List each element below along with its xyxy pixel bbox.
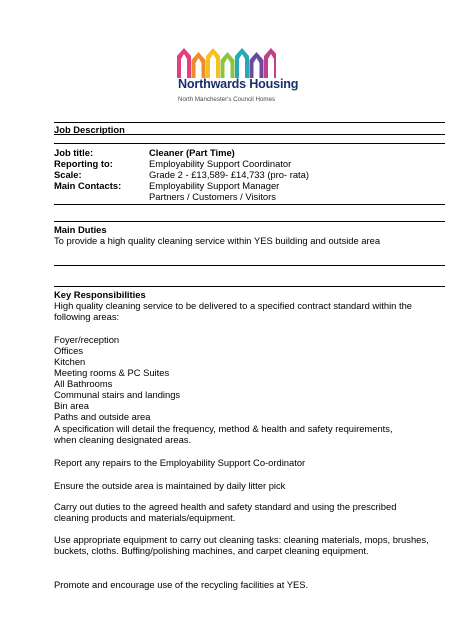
divider (54, 134, 445, 135)
logo-name: Northwards Housing (178, 77, 299, 91)
house-shape-icon (206, 48, 220, 78)
main-duties-heading: Main Duties (54, 224, 107, 235)
houses-logo-icon (176, 46, 276, 80)
area-item: Offices (54, 345, 84, 356)
responsibilities-intro: High quality cleaning service to be delivered to a specified contract standard within the following areas: (54, 300, 413, 322)
job-description-heading: Job Description (54, 124, 125, 135)
house-shape-icon (177, 48, 191, 78)
key-responsibilities-heading: Key Responsibilities (54, 289, 146, 300)
house-shape-icon (192, 52, 206, 78)
divider (54, 265, 445, 266)
logo-tagline: North Manchester's Council Homes (178, 96, 276, 103)
divider (54, 221, 445, 222)
area-item: All Bathrooms (54, 378, 113, 389)
divider (54, 143, 445, 144)
recycling-paragraph: Promote and encourage use of the recycling facilities at YES. (54, 579, 309, 590)
scale-label: Scale: (54, 169, 82, 180)
area-item: Paths and outside area (54, 411, 151, 422)
divider (54, 122, 445, 123)
area-item: Kitchen (54, 356, 86, 367)
divider (54, 286, 445, 287)
equipment-paragraph: Use appropriate equipment to carry out cleaning tasks: cleaning materials, mops, brushes, buckets, cloths. Buffing/polishing machines, and carpet cleaning equipment. (54, 534, 429, 556)
repairs-paragraph: Report any repairs to the Employability Support Co-ordinator (54, 457, 306, 468)
main-contacts-label: Main Contacts: (54, 180, 122, 191)
areas-list (54, 334, 442, 422)
house-shape-icon (235, 48, 249, 78)
logo (0, 46, 453, 110)
spec-paragraph: A specification will detail the frequency, method & health and safety requirements, when cleaning designated areas. (54, 423, 393, 445)
main-contacts-value: Partners / Customers / Visitors (149, 191, 276, 202)
scale-value: Grade 2 - £13,589- £14,733 (pro- rata) (149, 169, 309, 180)
duties-paragraph: Carry out duties to the agreed health and safety standard and using the prescribed cleaning products and materials/equipment. (54, 501, 397, 523)
area-item: Foyer/reception (54, 334, 120, 345)
main-duties-text: To provide a high quality cleaning service within YES building and outside area (54, 235, 381, 246)
job-title-value: Cleaner (Part Time) (149, 147, 235, 158)
litter-paragraph: Ensure the outside area is maintained by daily litter pick (54, 480, 286, 491)
house-shape-icon (250, 52, 264, 78)
main-contacts-value: Employability Support Manager (149, 180, 280, 191)
divider (54, 204, 445, 205)
job-details-section (54, 143, 445, 205)
area-item: Communal stairs and landings (54, 389, 181, 400)
area-item: Meeting rooms & PC Suites (54, 367, 170, 378)
reporting-to-label: Reporting to: (54, 158, 113, 169)
house-shape-icon (221, 52, 235, 78)
reporting-to-value: Employability Support Coordinator (149, 158, 292, 169)
area-item: Bin area (54, 400, 89, 411)
job-description-section (54, 122, 445, 135)
main-duties-section (54, 221, 445, 266)
job-title-label: Job title: (54, 147, 94, 158)
house-shape-icon (264, 48, 276, 78)
key-responsibilities-section (54, 286, 445, 636)
